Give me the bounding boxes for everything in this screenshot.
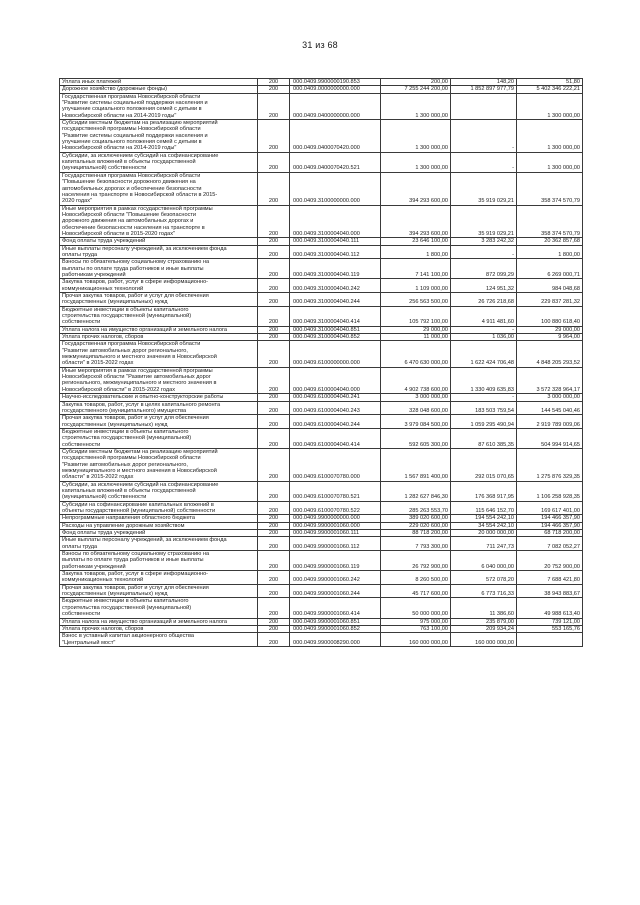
table-row: [60, 415, 583, 429]
row-approved-amount-cell: 394 293 600,00: [381, 205, 451, 238]
row-approved-amount-cell: 23 646 100,00: [381, 238, 451, 245]
row-description: Иные выплаты персоналу учреждений, за исключением фонда оплаты труда: [62, 245, 227, 258]
row-executed-amount-cell: 3 283 242,32: [451, 238, 517, 245]
row-code-cell: 200: [258, 633, 290, 647]
row-approved-amount-cell: 256 563 500,00: [381, 293, 451, 307]
row-description: Иные выплаты персоналу учреждений, за исключением фонда оплаты труда: [62, 537, 227, 550]
row-remaining-amount-cell: 1 106 258 928,35: [517, 481, 583, 501]
row-description-cell: [60, 245, 258, 259]
row-remaining-amount-cell: 9 964,00: [517, 334, 583, 341]
row-description-cell: [60, 152, 258, 172]
row-remaining-amount-cell: 1 275 876 329,35: [517, 448, 583, 481]
table-body: [60, 79, 583, 647]
row-code-cell: 200: [258, 571, 290, 585]
row-code-cell: 200: [258, 551, 290, 571]
row-budget-classification-cell: 000.0409.9900001060.112: [290, 537, 381, 551]
row-code-cell: 200: [258, 293, 290, 307]
row-budget-classification-cell: 000.0409.3100004040.112: [290, 245, 381, 259]
row-budget-classification-cell: 000.0409.9900008290.000: [290, 633, 381, 647]
table-row: [60, 522, 583, 529]
table-row: [60, 515, 583, 522]
row-budget-classification-cell: 000.0409.6100000000.000: [290, 341, 381, 367]
row-code-cell: 200: [258, 530, 290, 537]
row-code-cell: 200: [258, 522, 290, 529]
row-description-cell: [60, 79, 258, 86]
row-description: Взнос в уставный капитал акционерного общества "Центральный мост": [62, 633, 194, 646]
row-approved-amount-cell: 3 000 000,00: [381, 394, 451, 401]
row-executed-amount-cell: -: [451, 326, 517, 333]
row-executed-amount-cell: 35 919 029,21: [451, 205, 517, 238]
row-description-cell: [60, 481, 258, 501]
row-code-cell: 200: [258, 481, 290, 501]
row-description: Научно-исследовательские и опытно-конструкторские работы: [62, 394, 224, 401]
row-description: Закупка товаров, работ, услуг в целях капитального ремонта государственного (муниципального) имущества: [62, 401, 221, 414]
row-remaining-amount-cell: 169 617 401,00: [517, 501, 583, 515]
row-executed-amount-cell: 176 368 917,95: [451, 481, 517, 501]
table-row: [60, 279, 583, 293]
row-description-cell: [60, 120, 258, 153]
row-code-cell: 200: [258, 618, 290, 625]
row-code-cell: 200: [258, 501, 290, 515]
row-budget-classification-cell: 000.0409.9900001060.111: [290, 530, 381, 537]
row-executed-amount-cell: 115 646 152,70: [451, 501, 517, 515]
row-budget-classification-cell: 000.0409.6100070780.522: [290, 501, 381, 515]
row-approved-amount-cell: 4 902 738 600,00: [381, 367, 451, 393]
table-row: [60, 334, 583, 341]
row-description-cell: [60, 625, 258, 632]
row-remaining-amount-cell: 100 880 618,40: [517, 306, 583, 326]
row-approved-amount-cell: 7 793 300,00: [381, 537, 451, 551]
row-description-cell: [60, 259, 258, 279]
table-row: [60, 571, 583, 585]
row-description-cell: [60, 93, 258, 119]
row-code-cell: 200: [258, 259, 290, 279]
row-description: Субсидии местным бюджетам на реализацию мероприятий государственной программы Новосибирской области "Развитие автомобильных дорог регионального, межмуниципального и местного значения в Новосибирской области" в 2015-2022 годах: [62, 448, 218, 481]
row-approved-amount-cell: 11 000,00: [381, 334, 451, 341]
row-remaining-amount-cell: 3 572 328 964,17: [517, 367, 583, 393]
row-description: Уплата прочих налогов, сборов: [62, 334, 144, 341]
row-remaining-amount-cell: 229 837 281,32: [517, 293, 583, 307]
row-approved-amount-cell: 1 300 000,00: [381, 152, 451, 172]
row-description-cell: [60, 633, 258, 647]
row-description-cell: [60, 306, 258, 326]
row-description: Уплата налога на имущество организаций и земельного налога: [62, 326, 227, 333]
row-executed-amount-cell: 572 078,20: [451, 571, 517, 585]
row-budget-classification-cell: 000.0409.0400000000.000: [290, 93, 381, 119]
row-budget-classification-cell: 000.0409.9900000000.000: [290, 515, 381, 522]
row-description-cell: [60, 172, 258, 205]
row-budget-classification-cell: 000.0409.3100004040.242: [290, 279, 381, 293]
row-budget-classification-cell: 000.0409.6100004040.000: [290, 367, 381, 393]
row-executed-amount-cell: 194 554 242,10: [451, 515, 517, 522]
table-row: [60, 326, 583, 333]
row-description-cell: [60, 618, 258, 625]
row-code-cell: 200: [258, 598, 290, 618]
row-code-cell: 200: [258, 367, 290, 393]
row-remaining-amount-cell: 358 374 570,79: [517, 205, 583, 238]
row-description: Иные мероприятия в рамках государственной программы Новосибирской области "Развитие автомобильных дорог регионального, межмуниципального и местного значения в Новосибирской области" в 2015-2022 годах: [62, 367, 217, 393]
row-description: Непрограммные направления областного бюджета: [62, 515, 195, 522]
table-row: [60, 401, 583, 415]
row-remaining-amount-cell: 1 300 000,00: [517, 152, 583, 172]
row-budget-classification-cell: 000.0409.9900000190.853: [290, 79, 381, 86]
row-remaining-amount-cell: 553 165,76: [517, 625, 583, 632]
row-budget-classification-cell: 000.0409.0000000000.000: [290, 86, 381, 93]
row-executed-amount-cell: 35 919 029,21: [451, 172, 517, 205]
row-description: Прочая закупка товаров, работ и услуг для обеспечения государственных (муниципальных) нужд: [62, 293, 209, 306]
row-approved-amount-cell: 592 605 300,00: [381, 428, 451, 448]
row-description-cell: [60, 501, 258, 515]
row-code-cell: 200: [258, 625, 290, 632]
row-remaining-amount-cell: 984 048,68: [517, 279, 583, 293]
row-description-cell: [60, 584, 258, 598]
row-approved-amount-cell: 229 020 600,00: [381, 522, 451, 529]
row-approved-amount-cell: 88 718 200,00: [381, 530, 451, 537]
row-description-cell: [60, 551, 258, 571]
row-approved-amount-cell: 7 141 100,00: [381, 259, 451, 279]
row-code-cell: 200: [258, 428, 290, 448]
row-description: Взносы по обязательному социальному страхованию на выплаты по оплате труда работников и иные выплаты работникам учреждений: [62, 551, 210, 570]
row-code-cell: 200: [258, 86, 290, 93]
row-executed-amount-cell: 4 911 481,60: [451, 306, 517, 326]
table-row: [60, 633, 583, 647]
row-budget-classification-cell: 000.0409.3100004040.852: [290, 334, 381, 341]
row-approved-amount-cell: 1 300 000,00: [381, 93, 451, 119]
row-description-cell: [60, 394, 258, 401]
row-description-cell: [60, 522, 258, 529]
row-budget-classification-cell: 000.0409.3100004040.414: [290, 306, 381, 326]
row-executed-amount-cell: 148,20: [451, 79, 517, 86]
row-description-cell: [60, 341, 258, 367]
row-approved-amount-cell: 328 048 600,00: [381, 401, 451, 415]
row-description-cell: [60, 401, 258, 415]
row-budget-classification-cell: 000.0409.6100070780.521: [290, 481, 381, 501]
row-executed-amount-cell: 292 015 070,65: [451, 448, 517, 481]
row-executed-amount-cell: 1 852 897 977,79: [451, 86, 517, 93]
row-code-cell: 200: [258, 326, 290, 333]
row-description: Иные мероприятия в рамках государственной программы Новосибирской области "Повышение безопасности дорожного движения на автомобильных дорогах и обеспечение безопасности населения на транспорте в Новосибирской области в 2015-2020 годах": [62, 205, 213, 237]
row-description-cell: [60, 571, 258, 585]
table-row: [60, 341, 583, 367]
row-remaining-amount-cell: 20 362 857,68: [517, 238, 583, 245]
row-description: Фонд оплаты труда учреждений: [62, 530, 146, 537]
row-executed-amount-cell: 34 554 242,10: [451, 522, 517, 529]
row-approved-amount-cell: 200,00: [381, 79, 451, 86]
row-approved-amount-cell: 3 979 084 500,00: [381, 415, 451, 429]
table-row: [60, 394, 583, 401]
row-remaining-amount-cell: 504 994 914,65: [517, 428, 583, 448]
row-remaining-amount-cell: 739 121,00: [517, 618, 583, 625]
row-executed-amount-cell: 1 622 424 706,48: [451, 341, 517, 367]
row-executed-amount-cell: -: [451, 245, 517, 259]
row-approved-amount-cell: 105 792 100,00: [381, 306, 451, 326]
row-executed-amount-cell: 209 934,24: [451, 625, 517, 632]
row-budget-classification-cell: 000.0409.3100004040.111: [290, 238, 381, 245]
table-row: [60, 306, 583, 326]
row-executed-amount-cell: 87 610 385,35: [451, 428, 517, 448]
row-remaining-amount-cell: [517, 633, 583, 647]
table-row: [60, 120, 583, 153]
row-executed-amount-cell: 1 036,00: [451, 334, 517, 341]
row-approved-amount-cell: 29 000,00: [381, 326, 451, 333]
table-row: [60, 584, 583, 598]
row-remaining-amount-cell: 49 988 613,40: [517, 598, 583, 618]
row-remaining-amount-cell: 4 848 205 293,52: [517, 341, 583, 367]
table-row: [60, 618, 583, 625]
table-row: [60, 293, 583, 307]
row-code-cell: 200: [258, 79, 290, 86]
row-code-cell: 200: [258, 93, 290, 119]
row-description: Бюджетные инвестиции в объекты капитального строительства государственной (муниципальной) собственности: [62, 306, 192, 326]
table-row: [60, 93, 583, 119]
table-row: [60, 537, 583, 551]
table-row: [60, 79, 583, 86]
row-budget-classification-cell: 000.0409.0400070420.521: [290, 152, 381, 172]
table-row: [60, 259, 583, 279]
row-executed-amount-cell: 872 099,29: [451, 259, 517, 279]
row-remaining-amount-cell: 20 752 900,00: [517, 551, 583, 571]
row-code-cell: 200: [258, 306, 290, 326]
table-row: [60, 245, 583, 259]
row-code-cell: 200: [258, 238, 290, 245]
row-description: Прочая закупка товаров, работ и услуг для обеспечения государственных (муниципальных) нужд: [62, 415, 209, 428]
row-remaining-amount-cell: 7 082 052,27: [517, 537, 583, 551]
row-description: Уплата прочих налогов, сборов: [62, 625, 144, 632]
row-remaining-amount-cell: 1 300 000,00: [517, 93, 583, 119]
row-remaining-amount-cell: 6 269 000,71: [517, 259, 583, 279]
row-description-cell: [60, 537, 258, 551]
row-approved-amount-cell: 285 263 553,70: [381, 501, 451, 515]
row-approved-amount-cell: 1 109 000,00: [381, 279, 451, 293]
row-approved-amount-cell: 1 282 627 846,30: [381, 481, 451, 501]
row-approved-amount-cell: 394 293 600,00: [381, 172, 451, 205]
table-row: [60, 152, 583, 172]
table-row: [60, 367, 583, 393]
table-row: [60, 530, 583, 537]
row-description-cell: [60, 334, 258, 341]
row-description: Фонд оплаты труда учреждений: [62, 238, 146, 245]
row-code-cell: 200: [258, 394, 290, 401]
row-description: Прочая закупка товаров, работ и услуг для обеспечения государственных (муниципальных) нужд: [62, 584, 209, 598]
row-executed-amount-cell: 235 879,00: [451, 618, 517, 625]
row-approved-amount-cell: 763 100,00: [381, 625, 451, 632]
row-description-cell: [60, 428, 258, 448]
row-remaining-amount-cell: 38 943 883,67: [517, 584, 583, 598]
row-remaining-amount-cell: 1 300 000,00: [517, 120, 583, 153]
row-description: Взносы по обязательному социальному страхованию на выплаты по оплате труда работников и иные выплаты работникам учреждений: [62, 259, 210, 278]
page-number: 31 из 68: [302, 40, 338, 50]
table-row: [60, 598, 583, 618]
row-description-cell: [60, 530, 258, 537]
row-code-cell: 200: [258, 205, 290, 238]
row-budget-classification-cell: 000.0409.3100004040.851: [290, 326, 381, 333]
row-executed-amount-cell: 1 330 409 635,83: [451, 367, 517, 393]
row-description: Закупка товаров, работ, услуг в сфере информационно- коммуникационных технологий: [62, 279, 209, 292]
row-budget-classification-cell: 000.0409.9900001060.851: [290, 618, 381, 625]
row-approved-amount-cell: 1 300 000,00: [381, 120, 451, 153]
table-row: [60, 205, 583, 238]
row-executed-amount-cell: -: [451, 120, 517, 153]
row-code-cell: 200: [258, 537, 290, 551]
row-executed-amount-cell: [451, 93, 517, 119]
row-remaining-amount-cell: 194 466 357,90: [517, 522, 583, 529]
table-row: [60, 481, 583, 501]
row-remaining-amount-cell: 3 000 000,00: [517, 394, 583, 401]
table-row: [60, 238, 583, 245]
row-executed-amount-cell: 6 773 716,33: [451, 584, 517, 598]
row-description: Государственная программа Новосибирской области "Развитие системы социальной поддержки населения и улучшение социального положения семей с детьми в Новосибирской области на 2014-2019 годы": [62, 93, 208, 119]
table-row: [60, 86, 583, 93]
table-row: [60, 172, 583, 205]
row-description: Государственная программа Новосибирской области "Развитие автомобильных дорог регионального, межмуниципального и местного значения в Новосибирской области" в 2015-2022 годах: [62, 341, 217, 367]
row-description: Субсидии на софинансирование капитальных вложений в объекты государственной (муниципальной) собственности: [62, 501, 216, 514]
row-description: Дорожное хозяйство (дорожные фонды): [62, 86, 168, 93]
row-description-cell: [60, 205, 258, 238]
row-approved-amount-cell: 8 260 500,00: [381, 571, 451, 585]
row-description: Субсидии, за исключением субсидий на софинансирование капитальных вложений в объекты государственной (муниципальной) собственности: [62, 152, 219, 172]
row-description: Государственная программа Новосибирской области "Повышение безопасности дорожного движения на автомобильных дорогах и обеспечение безопасности населения на транспорте в Новосибирской области в 2015- 2020 годах": [62, 172, 218, 205]
row-description-cell: [60, 598, 258, 618]
row-budget-classification-cell: 000.0409.6100004040.414: [290, 428, 381, 448]
row-budget-classification-cell: 000.0409.9900001060.242: [290, 571, 381, 585]
row-budget-classification-cell: 000.0409.6100004040.241: [290, 394, 381, 401]
row-budget-classification-cell: 000.0409.0400070420.000: [290, 120, 381, 153]
row-description: Субсидии местным бюджетам на реализацию мероприятий государственной программы Новосибирской области "Развитие системы социальной поддержки населения и улучшение социального положения семей с детьми в Новосибирской области на 2014-2019 годы": [62, 120, 218, 152]
row-executed-amount-cell: 124 951,32: [451, 279, 517, 293]
row-executed-amount-cell: 20 000 000,00: [451, 530, 517, 537]
row-executed-amount-cell: 6 040 000,00: [451, 551, 517, 571]
table-row: [60, 551, 583, 571]
row-budget-classification-cell: 000.0409.6100070780.000: [290, 448, 381, 481]
row-executed-amount-cell: -: [451, 394, 517, 401]
row-description: Расходы на управление дорожным хозяйством: [62, 522, 185, 529]
row-executed-amount-cell: 11 386,60: [451, 598, 517, 618]
row-description-cell: [60, 238, 258, 245]
row-executed-amount-cell: 711 247,73: [451, 537, 517, 551]
row-description: Уплата иных платежей: [62, 79, 122, 85]
budget-table: [59, 78, 583, 647]
row-budget-classification-cell: 000.0409.9900001060.852: [290, 625, 381, 632]
row-budget-classification-cell: 000.0409.3100004040.000: [290, 205, 381, 238]
row-description-cell: [60, 326, 258, 333]
row-executed-amount-cell: 160 000 000,00: [451, 633, 517, 647]
row-approved-amount-cell: 389 020 600,00: [381, 515, 451, 522]
row-description: Бюджетные инвестиции в объекты капитального строительства государственной (муниципальной) собственности: [62, 598, 192, 618]
row-approved-amount-cell: 45 717 600,00: [381, 584, 451, 598]
row-remaining-amount-cell: 358 374 570,79: [517, 172, 583, 205]
row-remaining-amount-cell: 7 688 421,80: [517, 571, 583, 585]
row-executed-amount-cell: 183 503 759,54: [451, 401, 517, 415]
row-code-cell: 200: [258, 448, 290, 481]
row-description: Закупка товаров, работ, услуг в сфере информационно- коммуникационных технологий: [62, 571, 209, 584]
row-remaining-amount-cell: 68 718 200,00: [517, 530, 583, 537]
row-code-cell: 200: [258, 415, 290, 429]
row-description-cell: [60, 448, 258, 481]
row-approved-amount-cell: 160 000 000,00: [381, 633, 451, 647]
row-code-cell: 200: [258, 245, 290, 259]
row-remaining-amount-cell: 2 919 789 009,06: [517, 415, 583, 429]
row-approved-amount-cell: 6 470 630 000,00: [381, 341, 451, 367]
row-code-cell: 200: [258, 515, 290, 522]
row-remaining-amount-cell: 144 545 040,46: [517, 401, 583, 415]
row-remaining-amount-cell: 5 402 346 222,21: [517, 86, 583, 93]
row-description-cell: [60, 279, 258, 293]
row-description: Субсидии, за исключением субсидий на софинансирование капитальных вложений в объекты государственной (муниципальной) собственности: [62, 481, 219, 501]
row-code-cell: 200: [258, 152, 290, 172]
row-remaining-amount-cell: 51,80: [517, 79, 583, 86]
row-executed-amount-cell: -: [451, 152, 517, 172]
row-description-cell: [60, 415, 258, 429]
row-budget-classification-cell: 000.0409.9900001060.414: [290, 598, 381, 618]
row-budget-classification-cell: 000.0409.3100000000.000: [290, 172, 381, 205]
table-row: [60, 501, 583, 515]
row-description-cell: [60, 86, 258, 93]
row-code-cell: 200: [258, 279, 290, 293]
row-code-cell: 200: [258, 334, 290, 341]
row-budget-classification-cell: 000.0409.9900001060.119: [290, 551, 381, 571]
row-remaining-amount-cell: 1 800,00: [517, 245, 583, 259]
row-code-cell: 200: [258, 584, 290, 598]
row-budget-classification-cell: 000.0409.9900001060.244: [290, 584, 381, 598]
table-row: [60, 428, 583, 448]
row-description-cell: [60, 515, 258, 522]
row-code-cell: 200: [258, 172, 290, 205]
row-code-cell: 200: [258, 341, 290, 367]
table-row: [60, 448, 583, 481]
row-budget-classification-cell: 000.0409.3100004040.119: [290, 259, 381, 279]
row-description-cell: [60, 367, 258, 393]
row-description: Уплата налога на имущество организаций и земельного налога: [62, 618, 227, 625]
row-budget-classification-cell: 000.0409.3100004040.244: [290, 293, 381, 307]
row-remaining-amount-cell: 29 000,00: [517, 326, 583, 333]
row-executed-amount-cell: 26 726 218,68: [451, 293, 517, 307]
row-budget-classification-cell: 000.0409.9900001060.000: [290, 522, 381, 529]
row-budget-classification-cell: 000.0409.6100004040.243: [290, 401, 381, 415]
row-budget-classification-cell: 000.0409.6100004040.244: [290, 415, 381, 429]
row-approved-amount-cell: 50 000 000,00: [381, 598, 451, 618]
row-remaining-amount-cell: 194 466 357,90: [517, 515, 583, 522]
row-description: Бюджетные инвестиции в объекты капитального строительства государственной (муниципальной) собственности: [62, 428, 192, 448]
row-approved-amount-cell: 1 567 891 400,00: [381, 448, 451, 481]
row-description-cell: [60, 293, 258, 307]
row-approved-amount-cell: 975 000,00: [381, 618, 451, 625]
row-approved-amount-cell: 1 800,00: [381, 245, 451, 259]
row-executed-amount-cell: 1 059 295 490,94: [451, 415, 517, 429]
row-approved-amount-cell: 7 255 244 200,00: [381, 86, 451, 93]
table-row: [60, 625, 583, 632]
row-code-cell: 200: [258, 401, 290, 415]
row-approved-amount-cell: 26 792 900,00: [381, 551, 451, 571]
row-code-cell: 200: [258, 120, 290, 153]
